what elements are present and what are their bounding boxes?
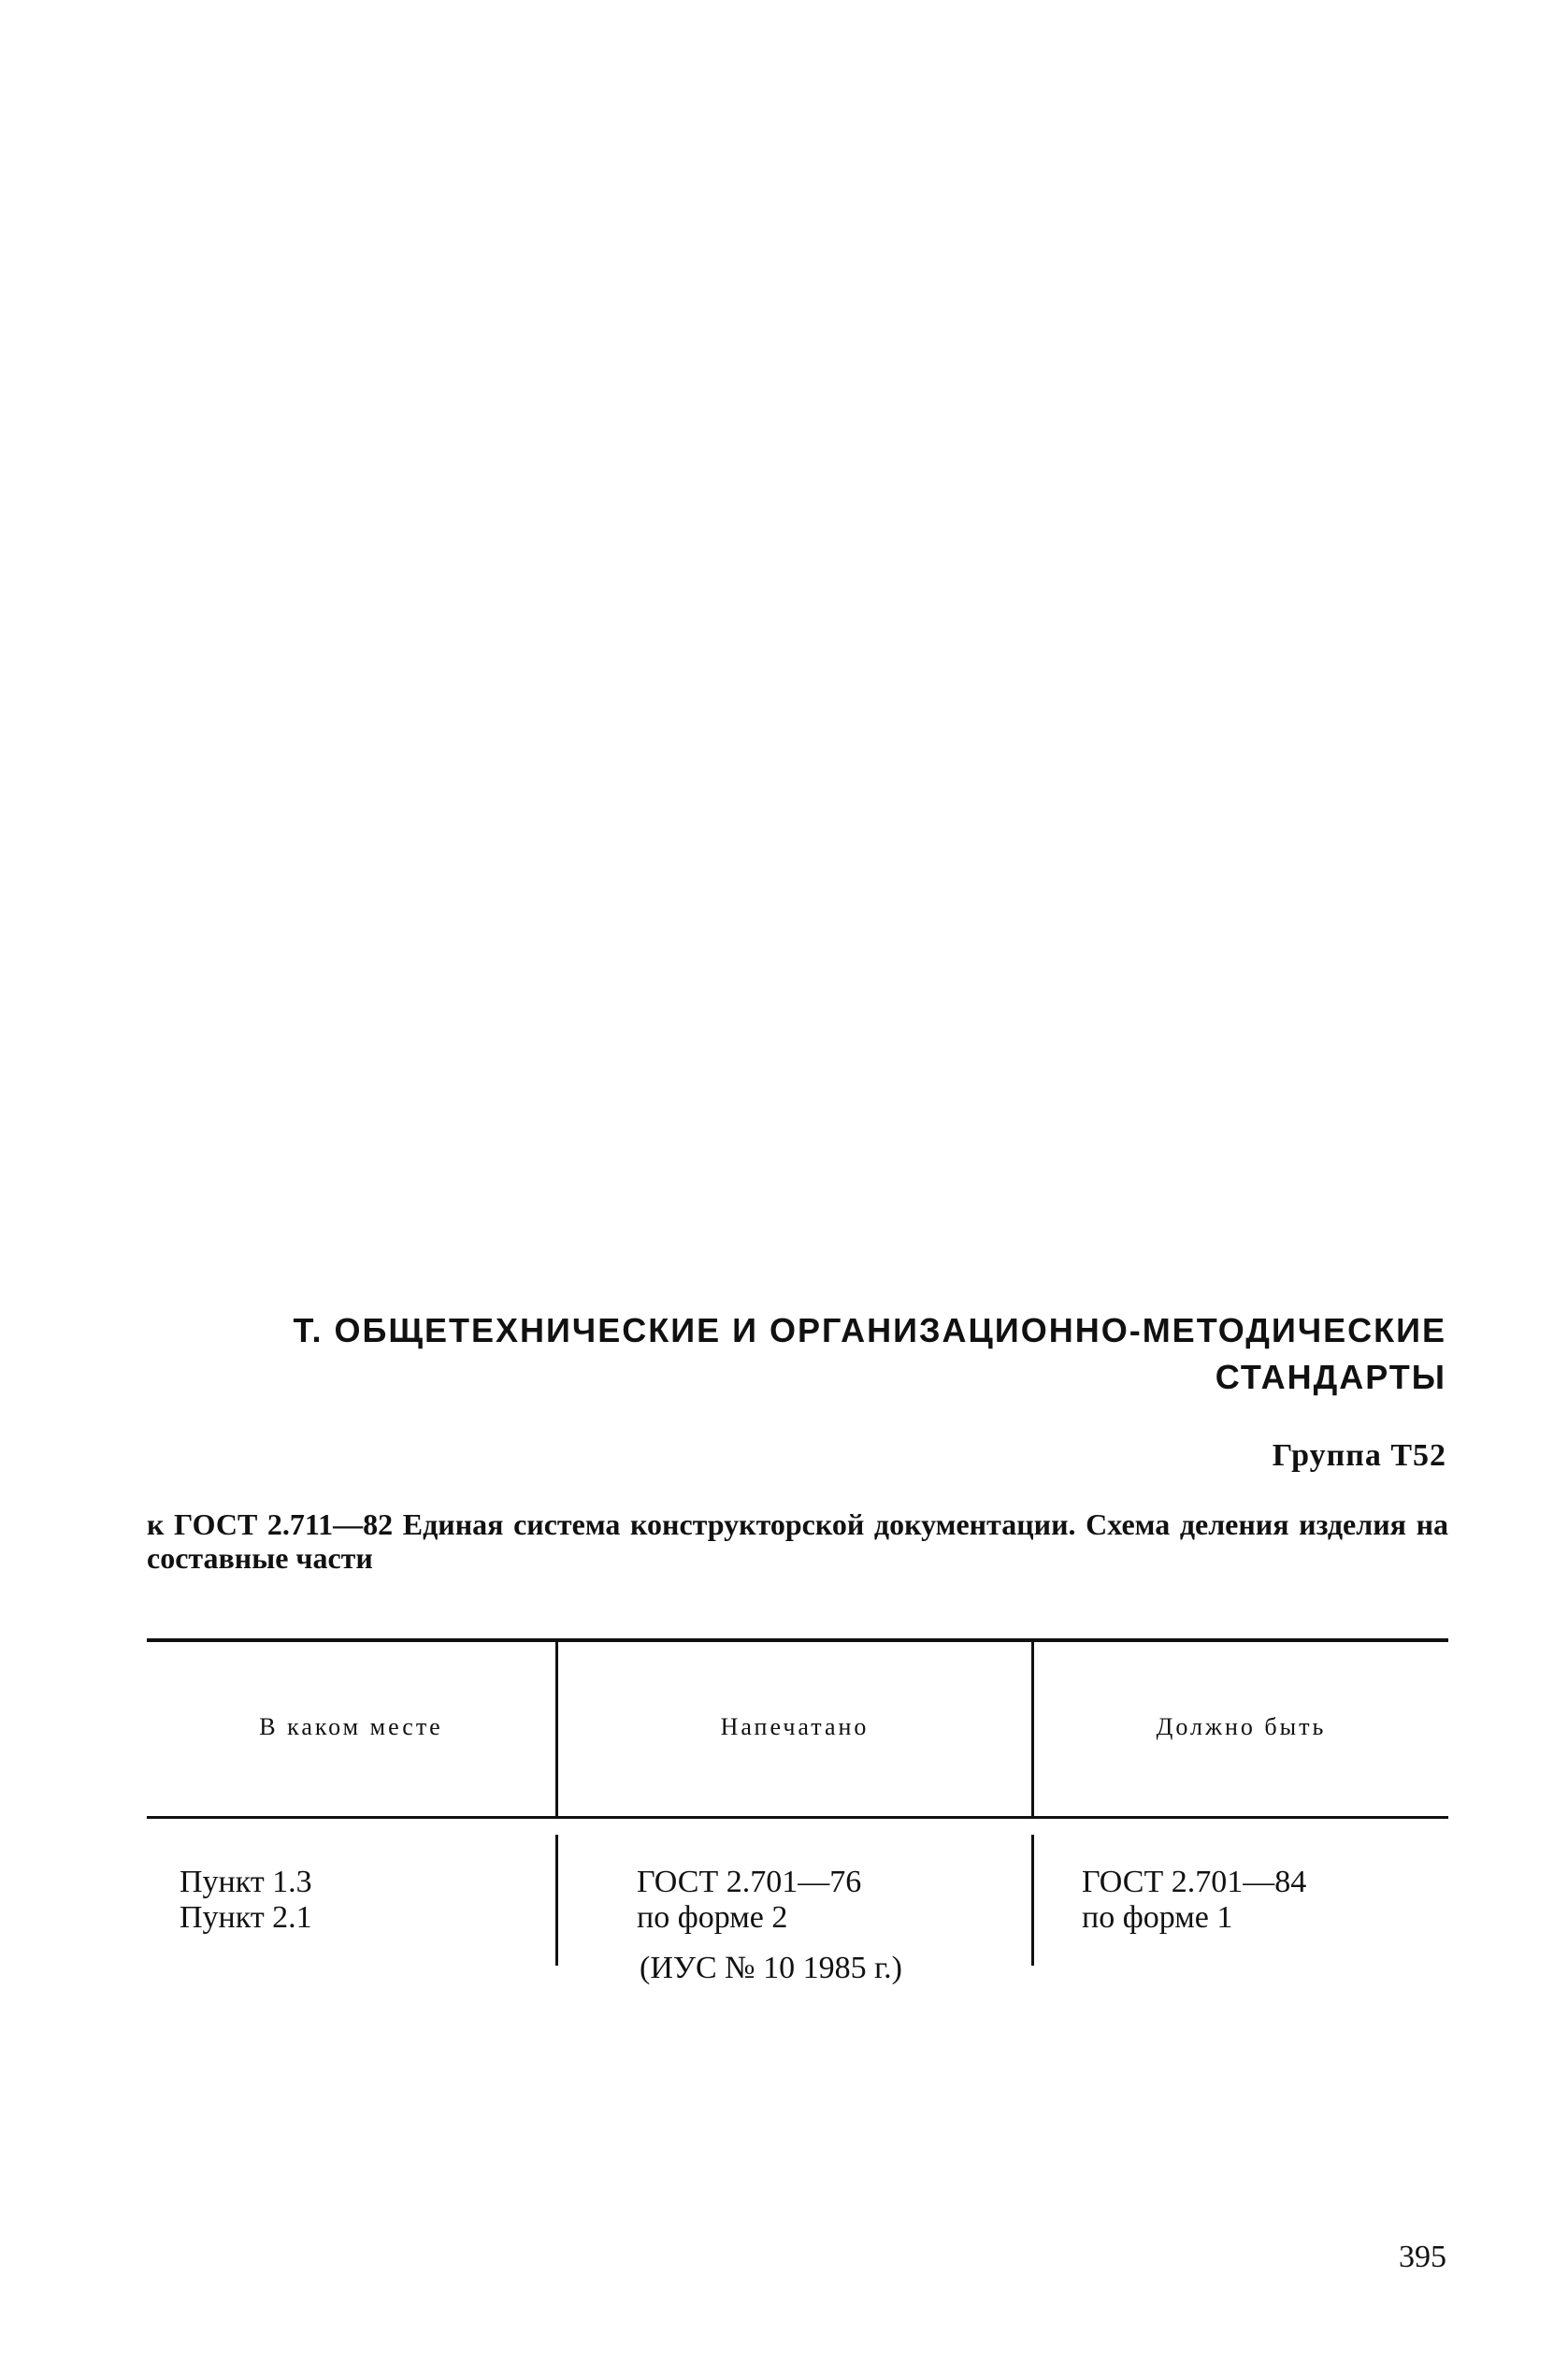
errata-table bbox=[147, 1638, 1448, 1935]
column-header-location: В каком месте bbox=[259, 1713, 443, 1740]
table-cell: по форме 1 bbox=[1082, 1900, 1233, 1935]
body-column-divider-1 bbox=[555, 1835, 558, 1966]
table-header-rule bbox=[147, 1816, 1448, 1819]
body-column-divider-2 bbox=[1031, 1835, 1034, 1966]
source-reference: (ИУС № 10 1985 г.) bbox=[640, 1951, 902, 1985]
table-cell: ГОСТ 2.701—84 bbox=[1082, 1865, 1307, 1899]
table-top-rule bbox=[147, 1638, 1448, 1642]
column-header-printed: Напечатано bbox=[720, 1713, 870, 1740]
table-cell: по форме 2 bbox=[637, 1900, 788, 1935]
page-number: 395 bbox=[1399, 2240, 1446, 2274]
column-header-should-be: Должно быть bbox=[1156, 1713, 1327, 1740]
section-title-line-2: СТАНДАРТЫ bbox=[1215, 1358, 1446, 1396]
section-title-line-1: Т. ОБЩЕТЕХНИЧЕСКИЕ И ОРГАНИЗАЦИОННО-МЕТОДИЧЕСКИЕ bbox=[293, 1311, 1446, 1349]
section-title bbox=[231, 1307, 1446, 1401]
group-label: Группа Т52 bbox=[1272, 1438, 1446, 1473]
document-title: к ГОСТ 2.711—82 Единая система конструкторской документации. Схема деления изделия на составные части bbox=[147, 1507, 1448, 1575]
table-cell: Пункт 2.1 bbox=[180, 1900, 312, 1935]
table-cell: ГОСТ 2.701—76 bbox=[637, 1865, 862, 1899]
table-cell: Пункт 1.3 bbox=[180, 1865, 312, 1899]
